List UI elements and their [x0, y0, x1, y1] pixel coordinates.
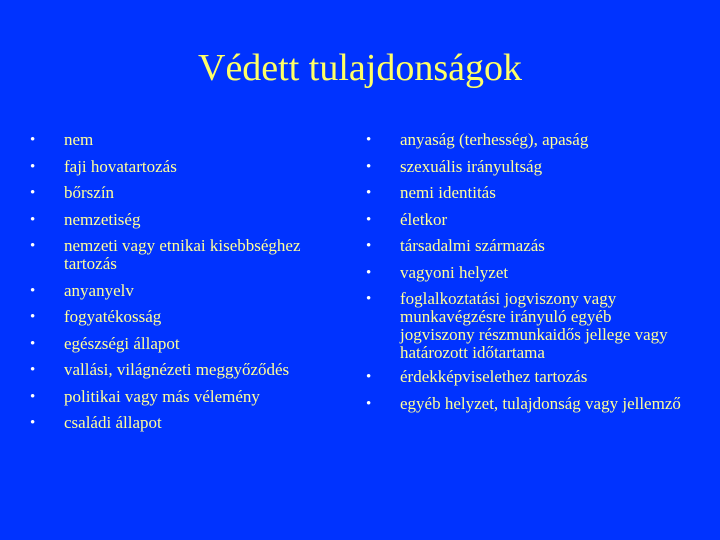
- list-item-text: társadalmi származás: [400, 236, 545, 255]
- list-item: [366, 237, 688, 255]
- bullet-icon: •: [30, 335, 36, 352]
- right-bullet-list: [366, 131, 688, 421]
- bullet-icon: •: [30, 309, 36, 325]
- list-item: [30, 237, 350, 273]
- bullet-icon: •: [366, 158, 372, 175]
- list-item-text: bőrszín: [64, 183, 115, 202]
- bullet-icon: •: [366, 369, 372, 385]
- list-item-text: egyéb helyzet, tulajdonság vagy jellemző: [400, 393, 681, 413]
- list-item-text: nemzetiség: [64, 209, 141, 229]
- bullet-icon: •: [366, 395, 372, 412]
- list-item-text: nemi identitás: [400, 183, 496, 202]
- bullet-icon: •: [30, 211, 36, 228]
- list-item-text: családi állapot: [64, 413, 162, 432]
- list-item-text: szexuális irányultság: [400, 156, 543, 176]
- list-item: [366, 131, 688, 149]
- bullet-icon: •: [366, 291, 372, 307]
- bullet-icon: •: [366, 238, 372, 254]
- bullet-icon: •: [30, 132, 36, 148]
- list-item: [30, 388, 350, 406]
- list-item: [30, 282, 350, 300]
- list-item: [30, 184, 350, 202]
- list-item: [366, 184, 688, 202]
- list-item: [30, 211, 350, 229]
- list-item-text: érdekképviselethez tartozás: [400, 367, 588, 386]
- list-item: [366, 158, 688, 176]
- bullet-icon: •: [30, 238, 36, 254]
- bullet-icon: •: [366, 264, 372, 281]
- list-item: [30, 361, 350, 379]
- left-bullet-list: [30, 131, 350, 441]
- list-item: [30, 158, 350, 176]
- bullet-icon: •: [366, 132, 372, 148]
- list-item-text: anyanyelv: [64, 280, 134, 300]
- list-item: [366, 264, 688, 282]
- list-item: [30, 414, 350, 432]
- list-item: [366, 368, 688, 386]
- list-item-text: vallási, világnézeti meggyőződés: [64, 360, 290, 379]
- list-item-text: foglalkoztatási jogviszony vagy munkavégzésre irányuló egyéb jogviszony részmunkaidős jellege vagy határozott időtartama: [400, 289, 668, 362]
- bullet-icon: •: [30, 362, 36, 378]
- list-item-text: nemzeti vagy etnikai kisebbséghez tartozás: [64, 236, 301, 273]
- bullet-icon: •: [30, 282, 36, 299]
- list-item-text: faji hovatartozás: [64, 156, 177, 176]
- list-item: [30, 308, 350, 326]
- list-item-text: nem: [64, 130, 94, 149]
- slide-title: Védett tulajdonságok: [198, 47, 522, 89]
- bullet-icon: •: [30, 158, 36, 175]
- list-item: [366, 290, 688, 362]
- list-item-text: vagyoni helyzet: [400, 262, 509, 282]
- list-item: [30, 131, 350, 149]
- bullet-icon: •: [30, 415, 36, 431]
- bullet-icon: •: [366, 211, 372, 228]
- bullet-icon: •: [366, 185, 372, 201]
- list-item-text: fogyatékosság: [64, 307, 162, 326]
- list-item-text: életkor: [400, 209, 448, 229]
- bullet-icon: •: [30, 388, 36, 405]
- list-item: [366, 395, 688, 413]
- list-item-text: politikai vagy más vélemény: [64, 386, 260, 406]
- list-item: [366, 211, 688, 229]
- list-item-text: egészségi állapot: [64, 333, 180, 353]
- list-item: [30, 335, 350, 353]
- bullet-icon: •: [30, 185, 36, 201]
- list-item-text: anyaság (terhesség), apaság: [400, 130, 589, 149]
